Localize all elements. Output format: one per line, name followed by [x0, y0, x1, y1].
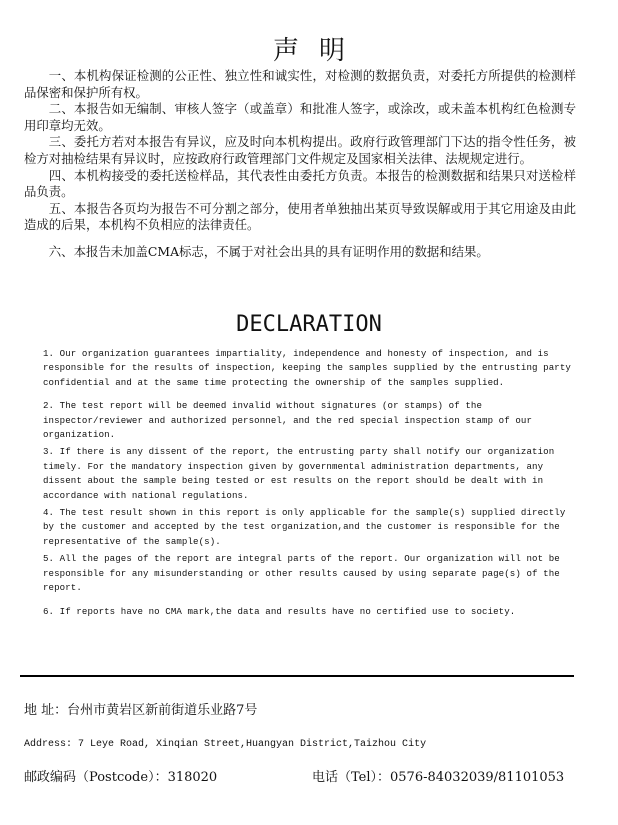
en-clause-1: 1. Our organization guarantees impartiality, independence and honesty of inspection, and is responsible for the results of inspection, keeping the samples supplied by the entrusting party confidential and at the same time protecting the ownership of the samples supplied.	[43, 348, 571, 388]
en-clause-4: 4. The test result shown in this report is only applicable for the sample(s) supplied directly by the customer and accepted by the test organization,and the customer is responsible for the representative of the sample(s).	[43, 507, 566, 547]
declaration-body	[43, 347, 577, 619]
chinese-statement-body	[24, 68, 576, 261]
en-clause-6: 6. If reports have no CMA mark,the data and results have no certified use to society.	[43, 605, 516, 617]
cn-clause-2: 二、本报告如无编制、审核人签字（或盖章）和批准人签字，或涂改，或未盖本机构红色检测专用印章均无效。	[24, 101, 576, 133]
cn-clause-1: 一、本机构保证检测的公正性、独立性和诚实性，对检测的数据负责，对委托方所提供的检测样品保密和保护所有权。	[24, 68, 576, 100]
cn-clause-6: 六、本报告未加盖CMA标志，不属于对社会出具的具有证明作用的数据和结果。	[48, 243, 489, 259]
footer-divider	[20, 675, 574, 677]
en-clause-2: 2. The test report will be deemed invalid without signatures (or stamps) of the inspector/reviewer and authorized personnel, and the red special inspection stamp of our organization.	[43, 400, 533, 441]
address-chinese: 地 址：台州市黄岩区新前街道乐业路7号	[24, 703, 258, 718]
telephone: 电话（Tel）：0576-84032039/81101053	[312, 770, 565, 785]
address-english: Address: 7 Leye Road, Xinqian Street,Huangyan District,Taizhou City	[24, 739, 427, 750]
chinese-statement-title: 声明	[272, 36, 365, 66]
en-clause-5: 5. All the pages of the report are integral parts of the report. Our organization will not be responsible for any misunderstanding or other results caused by using separate page(s) of the report.	[43, 553, 560, 594]
cn-clause-5: 五、本报告各页均为报告不可分割之部分，使用者单独抽出某页导致误解或用于其它用途及由此造成的后果，本机构不负相应的法律责任。	[24, 200, 576, 233]
cn-clause-4: 四、本机构接受的委托送检样品，其代表性由委托方负责。本报告的检测数据和结果只对送检样品负责。	[24, 167, 576, 200]
cn-clause-3: 三、委托方若对本报告有异议，应及时向本机构提出。政府行政管理部门下达的指令性任务，被检方对抽检结果有异议时，应按政府行政管理部门文件规定及国家相关法律、法规规定进行。	[24, 134, 576, 166]
contact-line	[24, 768, 584, 788]
declaration-title: DECLARATION	[236, 312, 382, 337]
postcode: 邮政编码（Postcode）：318020	[24, 770, 218, 785]
en-clause-3: 3. If there is any dissent of the report, the entrusting party shall notify our organization timely. For the mandatory inspection given by governmental administration departments, any dissent about the sample being tested or est results on the report should be dealt with in accordance with national regulations.	[43, 446, 555, 501]
